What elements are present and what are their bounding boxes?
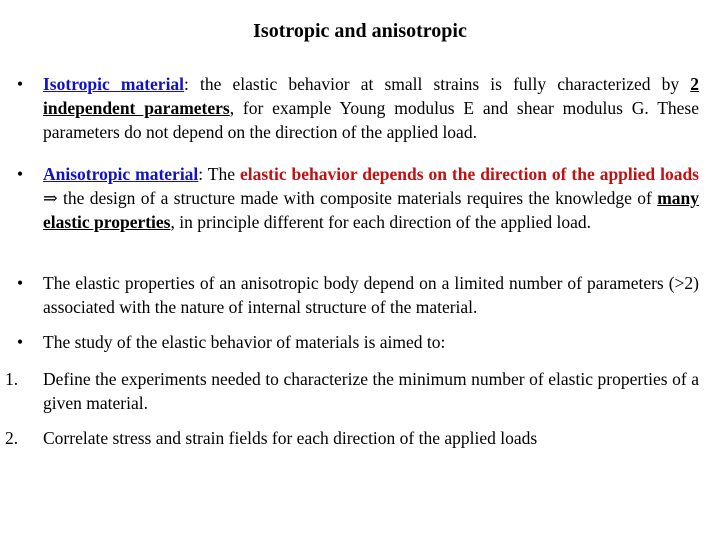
bullet-isotropic (43, 72, 699, 144)
direction-highlight: elastic behavior depends on the direction of the applied loads (239, 164, 699, 184)
anisotropic-text-1: : The (198, 164, 240, 184)
anisotropic-text-2: the design of a structure made with composite materials requires the knowledge of (57, 188, 658, 208)
anisotropic-text-3: , in principle different for each direction of the applied load. (170, 212, 591, 232)
anisotropic-term: Anisotropic material (43, 164, 199, 184)
bullet-parameters: The elastic properties of an anisotropic body depend on a limited number of parameters (>2) associated with the nature of internal structure of the material. (43, 273, 699, 317)
bullet-marker: • (17, 332, 24, 352)
independent-parameters: 2 independent parameters (43, 74, 699, 118)
isotropic-text-2: , for example Young modulus E and shear modulus G. These parameters do not depend on the direction of the applied load. (43, 98, 699, 142)
bullet-marker: • (17, 164, 24, 184)
bullet-study: The study of the elastic behavior of materials is aimed to: (43, 332, 446, 352)
many-elastic-properties: many elastic properties (43, 188, 699, 232)
numbered-item-correlate: Correlate stress and strain fields for each direction of the applied loads (43, 428, 538, 448)
isotropic-term: Isotropic material (43, 74, 185, 94)
list-number: 1. (5, 369, 19, 389)
bullet-marker: • (17, 273, 24, 293)
bullet-marker: • (17, 74, 24, 94)
bullet-anisotropic (43, 162, 699, 234)
isotropic-text-1: : the elastic behavior at small strains is fully characterized by (184, 74, 691, 94)
list-number: 2. (5, 428, 19, 448)
numbered-item-experiments: Define the experiments needed to characterize the minimum number of elastic properties of a given material. (43, 369, 699, 413)
slide-title: Isotropic and anisotropic (253, 20, 467, 42)
implies-arrow-icon: ⇒ (43, 188, 58, 208)
